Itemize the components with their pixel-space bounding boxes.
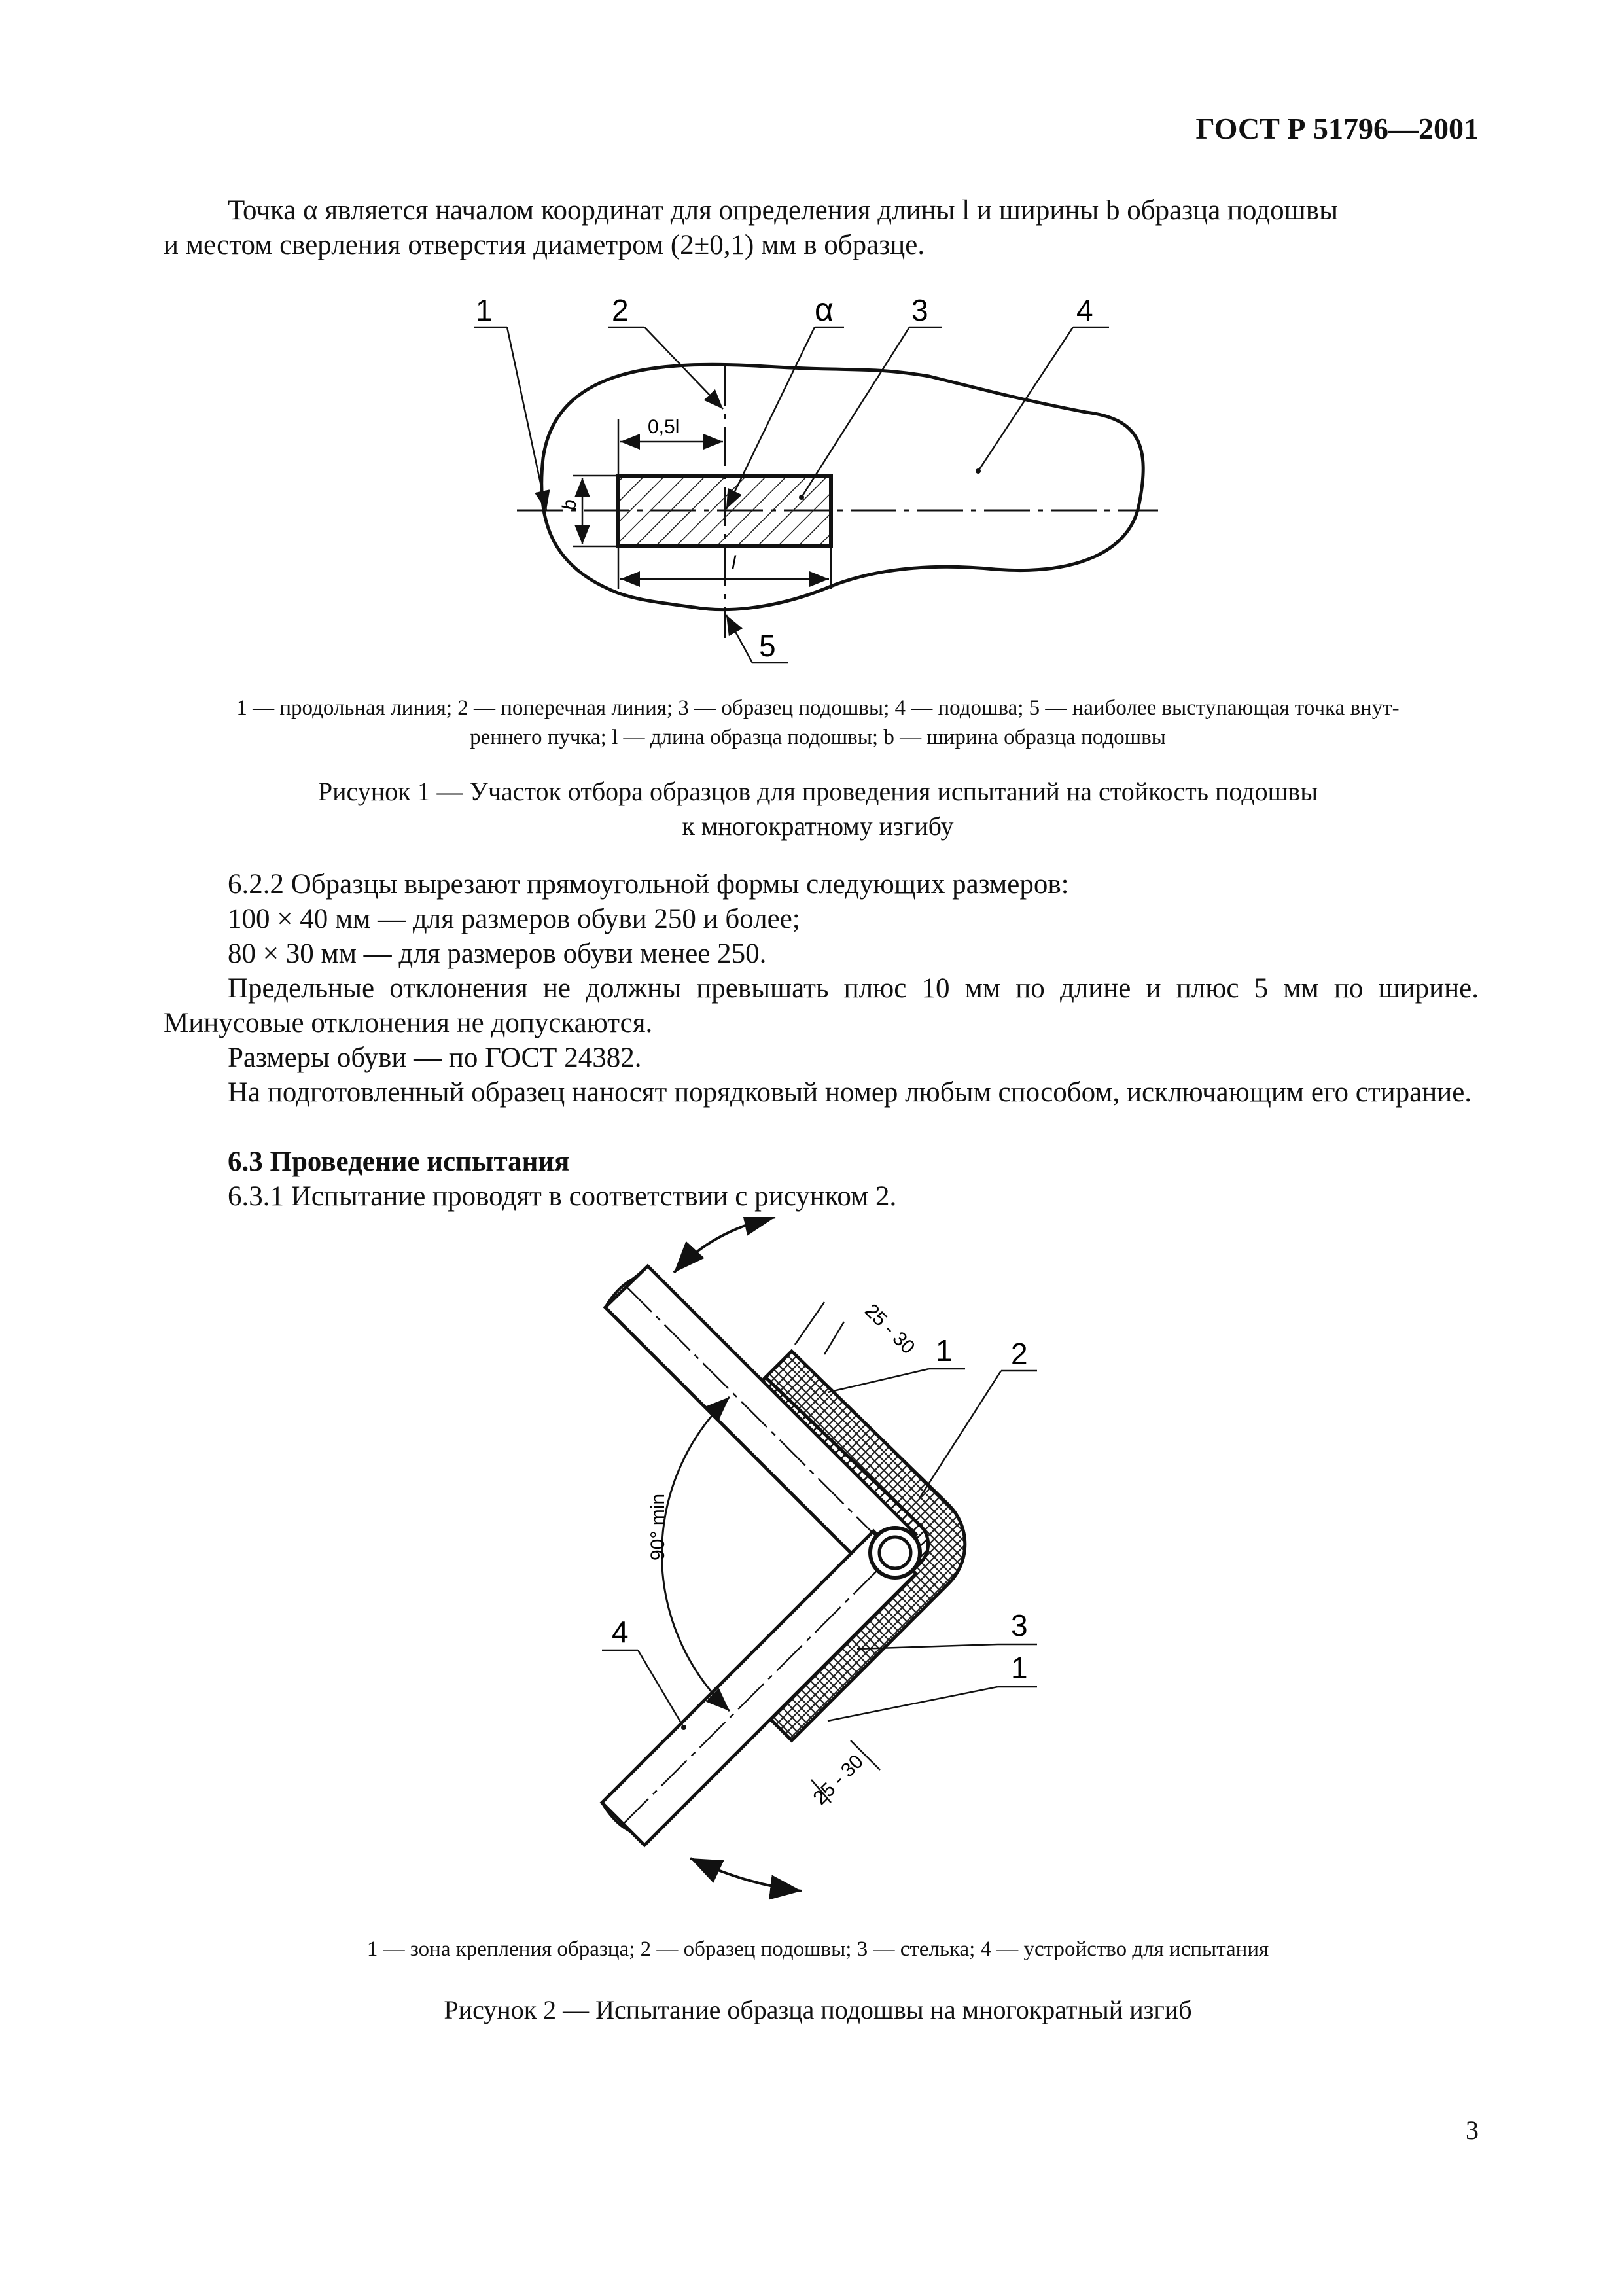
figure-1-legend-line-2: реннего пучка; l — длина образца подошвы; b — ширина образца подошвы <box>470 726 1166 749</box>
figure-1-sole-sample-diagram <box>0 275 1622 694</box>
section-622-numbering: На подготовленный образец наносят порядковый номер любым способом, исключающим его стирание. <box>228 1077 1472 1108</box>
figure-1-title-line-1: Рисунок 1 — Участок отбора образцов для проведения испытаний на стойкость подошвы <box>317 777 1318 806</box>
dim-bottom: 25 - 30 <box>809 1750 868 1809</box>
dim-half-l: 0,5l <box>648 416 680 438</box>
section-631-text: 6.3.1 Испытание проводят в соответствии с рисунком 2. <box>228 1181 897 1212</box>
angle-arc <box>661 1397 730 1711</box>
page-number: 3 <box>1466 2115 1479 2145</box>
figure-1-title-line-2: к многократному изгибу <box>682 811 954 841</box>
section-622-sizes: Размеры обуви — по ГОСТ 24382. <box>228 1042 642 1073</box>
fig2-label-1b: 1 <box>1011 1651 1028 1685</box>
intro-line-2: и местом сверления отверстия диаметром (2±0,1) мм в образце. <box>164 230 925 260</box>
fig2-label-2: 2 <box>1011 1337 1028 1371</box>
document-code: ГОСТ Р 51796—2001 <box>1195 112 1479 145</box>
dim-angle: 90° min <box>647 1493 669 1561</box>
figure-2-bending-test-diagram <box>0 1217 1622 1911</box>
section-622-deviations: Предельные отклонения не должны превышать плюс 10 мм по длине и плюс 5 мм по ширине. Минусовые отклонения не допускаются. <box>164 973 1479 1038</box>
hinge-inner <box>879 1537 911 1568</box>
fig2-label-1a: 1 <box>936 1333 953 1368</box>
section-622-item-1: 100 × 40 мм — для размеров обуви 250 и более; <box>228 904 800 934</box>
intro-line-1: Точка α является началом координат для определения длины l и ширины b образца подошвы <box>228 195 1338 226</box>
fig2-label-4: 4 <box>612 1615 629 1649</box>
fig2-label-3: 3 <box>1011 1608 1028 1642</box>
fig1-label-2: 2 <box>612 293 629 327</box>
fig1-label-3: 3 <box>911 293 928 327</box>
section-622-lead: 6.2.2 Образцы вырезают прямоугольной формы следующих размеров: <box>228 869 1069 900</box>
fig1-label-4: 4 <box>1076 293 1093 327</box>
fig1-label-1: 1 <box>476 293 493 327</box>
dim-l: l <box>732 552 736 574</box>
sample-rect <box>618 476 831 546</box>
section-63-heading: 6.3 Проведение испытания <box>228 1146 570 1177</box>
fig1-label-5: 5 <box>759 629 776 663</box>
fig1-label-alpha: α <box>815 291 834 328</box>
figure-1-legend-line-1: 1 — продольная линия; 2 — поперечная линия; 3 — образец подошвы; 4 — подошва; 5 — наиболее выступающая точка внут- <box>236 696 1400 720</box>
section-622-item-2: 80 × 30 мм — для размеров обуви менее 250. <box>228 938 767 969</box>
dim-top: 25 - 30 <box>860 1299 919 1358</box>
figure-2-title: Рисунок 2 — Испытание образца подошвы на многократный изгиб <box>444 1995 1192 2024</box>
rotation-arrow-top <box>674 1217 775 1273</box>
figure-2-legend: 1 — зона крепления образца; 2 — образец подошвы; 3 — стелька; 4 — устройство для испытания <box>366 1937 1269 1961</box>
dim-b: b <box>559 499 580 510</box>
rotation-arrow-bottom <box>690 1858 802 1891</box>
